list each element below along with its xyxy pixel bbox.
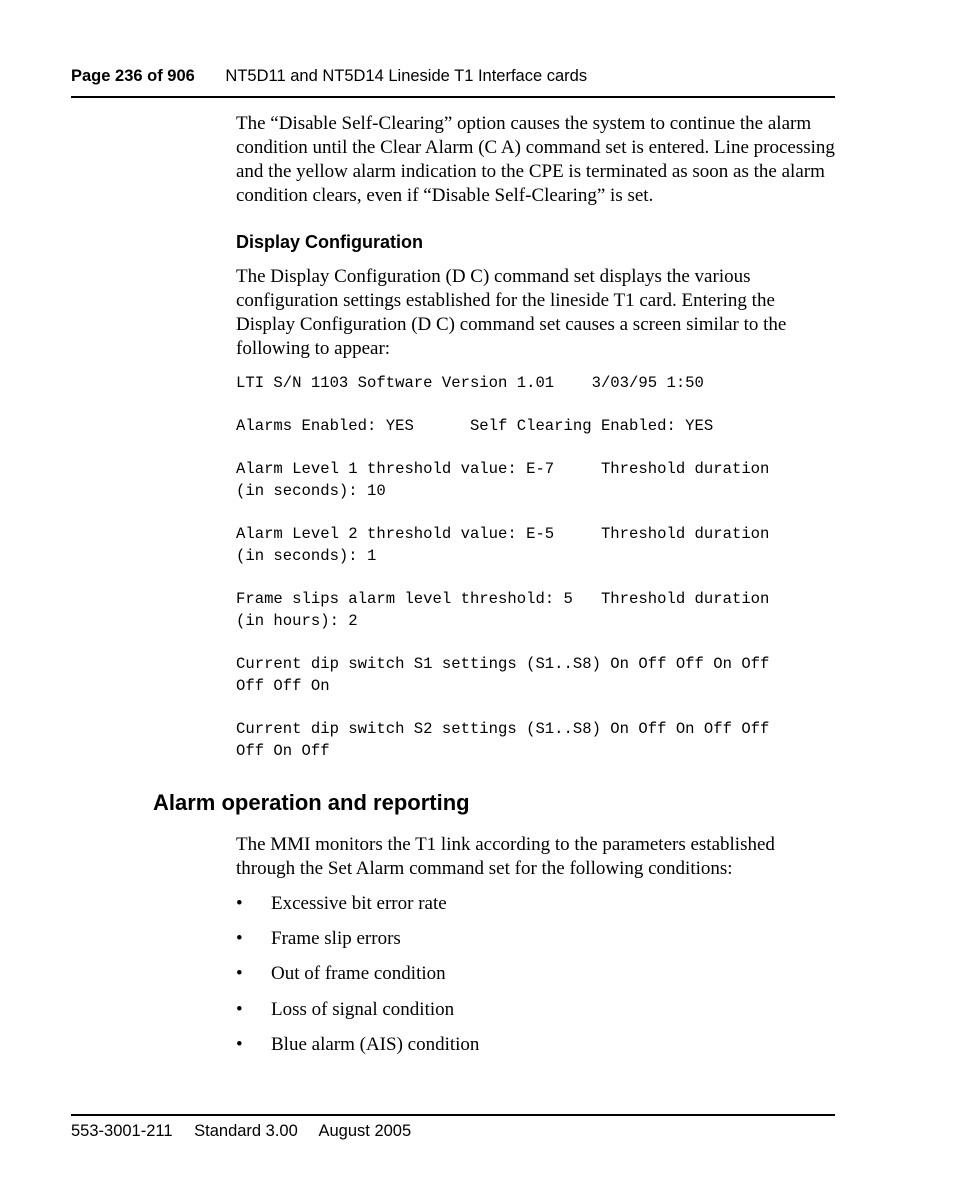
bullet-icon: • [236, 1034, 243, 1055]
list-item-text: Loss of signal condition [271, 999, 455, 1020]
list-item-text: Excessive bit error rate [271, 893, 447, 914]
bullet-icon: • [236, 928, 243, 949]
document-number: 553-3001-211 [71, 1122, 173, 1140]
screen-line-frame-slips: Frame slips alarm level threshold: 5 Threshold duration (in hours): 2 [236, 590, 770, 630]
list-item-text: Frame slip errors [271, 928, 401, 949]
document-title: NT5D11 and NT5D14 Lineside T1 Interface cards [225, 67, 588, 85]
bullet-icon: • [236, 893, 243, 914]
publication-date: August 2005 [318, 1122, 412, 1140]
display-configuration-heading: Display Configuration [236, 232, 424, 252]
screen-line-alarm-level-2: Alarm Level 2 threshold value: E-5 Threshold duration (in seconds): 1 [236, 525, 770, 565]
list-item-text: Blue alarm (AIS) condition [271, 1034, 480, 1055]
screen-line-version: LTI S/N 1103 Software Version 1.01 3/03/95 1:50 [236, 374, 704, 392]
page-header [71, 64, 835, 98]
list-item-text: Out of frame condition [271, 963, 446, 984]
page-footer [71, 1114, 835, 1142]
intro-paragraph: The “Disable Self-Clearing” option causes the system to continue the alarm condition until the Clear Alarm (C A) command set is entered. Line processing and the yellow alarm indication to the CPE is terminated as soon as the alarm condition clears, even if “Disable Self-Clearing” is set. [236, 113, 835, 206]
standard-version: Standard 3.00 [194, 1122, 298, 1140]
bullet-icon: • [236, 999, 243, 1020]
alarm-operation-paragraph: The MMI monitors the T1 link according to the parameters established through the Set Alarm command set for the following conditions: [236, 834, 775, 879]
display-configuration-paragraph: The Display Configuration (D C) command set displays the various configuration settings established for the lineside T1 card. Entering the Display Configuration (D C) command set causes a screen similar to the following to appear: [236, 266, 787, 359]
screen-line-alarm-level-1: Alarm Level 1 threshold value: E-7 Threshold duration (in seconds): 10 [236, 460, 770, 500]
screen-line-dip-switch-s2: Current dip switch S2 settings (S1..S8) On Off On Off Off Off On Off [236, 720, 770, 760]
alarm-operation-heading: Alarm operation and reporting [153, 790, 470, 815]
screen-line-dip-switch-s1: Current dip switch S1 settings (S1..S8) On Off Off On Off Off Off On [236, 655, 770, 695]
page-number: Page 236 of 906 [71, 67, 195, 85]
bullet-icon: • [236, 963, 243, 984]
screen-line-alarms-enabled: Alarms Enabled: YES Self Clearing Enabled: YES [236, 417, 714, 435]
